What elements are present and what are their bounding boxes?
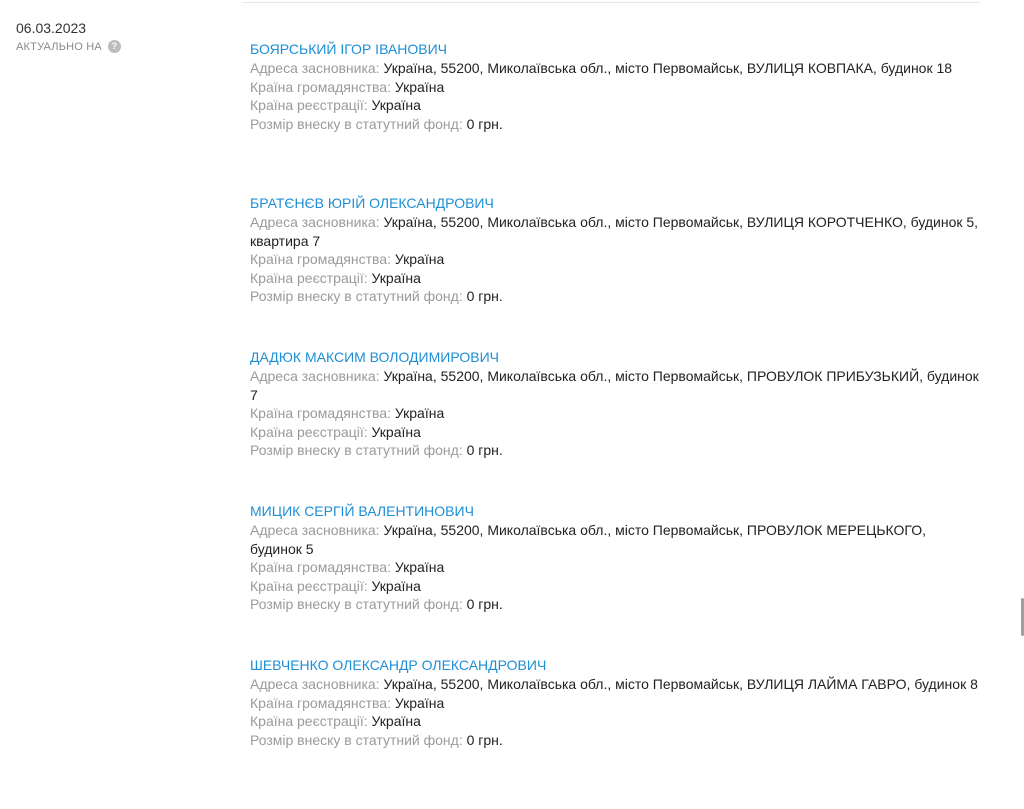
citizenship-value: Україна: [394, 559, 445, 576]
citizenship-value: Україна: [394, 405, 445, 422]
top-divider: [242, 2, 980, 3]
registration-label: Країна реєстрації:: [250, 423, 368, 440]
founder-item: [250, 39, 980, 193]
founder-name-link[interactable]: БОЯРСЬКИЙ ІГОР ІВАНОВИЧ: [250, 41, 448, 57]
founders-list: [250, 39, 980, 809]
contribution-value: 0 грн.: [466, 442, 503, 459]
registration-value: Україна: [371, 423, 421, 440]
founder-citizenship: [250, 78, 980, 97]
founder-contribution: [250, 731, 980, 750]
registration-value: Україна: [371, 713, 421, 730]
actual-as-of-row: [16, 40, 216, 53]
address-value: Україна, 55200, Миколаївська обл., місто Первомайськ, ВУЛИЦЯ ЛАЙМА ГАВРО, будинок 8: [383, 676, 978, 692]
founder-item: [250, 193, 980, 347]
founder-address: [250, 367, 980, 404]
question-circle-icon[interactable]: ?: [108, 40, 121, 53]
citizenship-value: Україна: [394, 78, 445, 95]
citizenship-label: Країна громадянства:: [250, 405, 391, 422]
address-label: Адреса засновника:: [250, 522, 380, 538]
contribution-value: 0 грн.: [466, 115, 503, 132]
citizenship-label: Країна громадянства:: [250, 694, 391, 711]
founder-contribution: [250, 287, 980, 306]
contribution-label: Розмір внеску в статутний фонд:: [250, 731, 463, 748]
founder-registration: [250, 269, 980, 288]
registration-value: Україна: [371, 269, 421, 286]
founder-contribution: [250, 441, 980, 460]
founder-item: [250, 655, 980, 809]
registration-label: Країна реєстрації:: [250, 713, 368, 730]
record-date-column: [16, 19, 216, 53]
citizenship-label: Країна громадянства:: [250, 78, 391, 95]
founder-contribution: [250, 115, 980, 134]
citizenship-value: Україна: [394, 251, 445, 268]
registration-label: Країна реєстрації:: [250, 577, 368, 594]
founder-address: [250, 213, 980, 250]
founder-citizenship: [250, 404, 980, 423]
address-label: Адреса засновника:: [250, 368, 380, 384]
founder-citizenship: [250, 694, 980, 713]
founder-contribution: [250, 595, 980, 614]
founder-name-link[interactable]: БРАТЄНЄВ ЮРІЙ ОЛЕКСАНДРОВИЧ: [250, 195, 494, 211]
address-value: Україна, 55200, Миколаївська обл., місто Первомайськ, ПРОВУЛОК МЕРЕЦЬКОГО, будинок 5: [250, 522, 926, 557]
founder-address: [250, 521, 980, 558]
contribution-label: Розмір внеску в статутний фонд:: [250, 442, 463, 459]
founder-citizenship: [250, 558, 980, 577]
contribution-value: 0 грн.: [466, 731, 503, 748]
address-label: Адреса засновника:: [250, 60, 380, 76]
citizenship-label: Країна громадянства:: [250, 559, 391, 576]
contribution-label: Розмір внеску в статутний фонд:: [250, 288, 463, 305]
registration-value: Україна: [371, 97, 421, 114]
actual-as-of-label: АКТУАЛЬНО НА: [16, 40, 102, 53]
contribution-label: Розмір внеску в статутний фонд:: [250, 596, 463, 613]
citizenship-label: Країна громадянства:: [250, 251, 391, 268]
contribution-value: 0 грн.: [466, 596, 503, 613]
address-label: Адреса засновника:: [250, 214, 380, 230]
founder-registration: [250, 423, 980, 442]
founder-name-link[interactable]: ДАДЮК МАКСИМ ВОЛОДИМИРОВИЧ: [250, 349, 499, 365]
founder-registration: [250, 712, 980, 731]
contribution-label: Розмір внеску в статутний фонд:: [250, 115, 463, 132]
founder-address: [250, 675, 980, 694]
address-value: Україна, 55200, Миколаївська обл., місто Первомайськ, ПРОВУЛОК ПРИБУЗЬКИЙ, будинок 7: [250, 368, 979, 403]
registration-value: Україна: [371, 577, 421, 594]
record-date: 06.03.2023: [16, 20, 87, 36]
registration-label: Країна реєстрації:: [250, 269, 368, 286]
founder-item: [250, 347, 980, 501]
founder-address: [250, 59, 980, 78]
founder-citizenship: [250, 250, 980, 269]
address-label: Адреса засновника:: [250, 676, 380, 692]
founder-item: [250, 501, 980, 655]
registration-label: Країна реєстрації:: [250, 97, 368, 114]
founder-registration: [250, 96, 980, 115]
address-value: Україна, 55200, Миколаївська обл., місто Первомайськ, ВУЛИЦЯ КОВПАКА, будинок 18: [383, 60, 953, 76]
founder-registration: [250, 577, 980, 596]
contribution-value: 0 грн.: [466, 288, 503, 305]
address-value: Україна, 55200, Миколаївська обл., місто Первомайськ, ВУЛИЦЯ КОРОТЧЕНКО, будинок 5, квартира 7: [250, 214, 979, 249]
founder-name-link[interactable]: ШЕВЧЕНКО ОЛЕКСАНДР ОЛЕКСАНДРОВИЧ: [250, 657, 547, 673]
founder-name-link[interactable]: МИЦИК СЕРГІЙ ВАЛЕНТИНОВИЧ: [250, 503, 474, 519]
citizenship-value: Україна: [394, 694, 445, 711]
